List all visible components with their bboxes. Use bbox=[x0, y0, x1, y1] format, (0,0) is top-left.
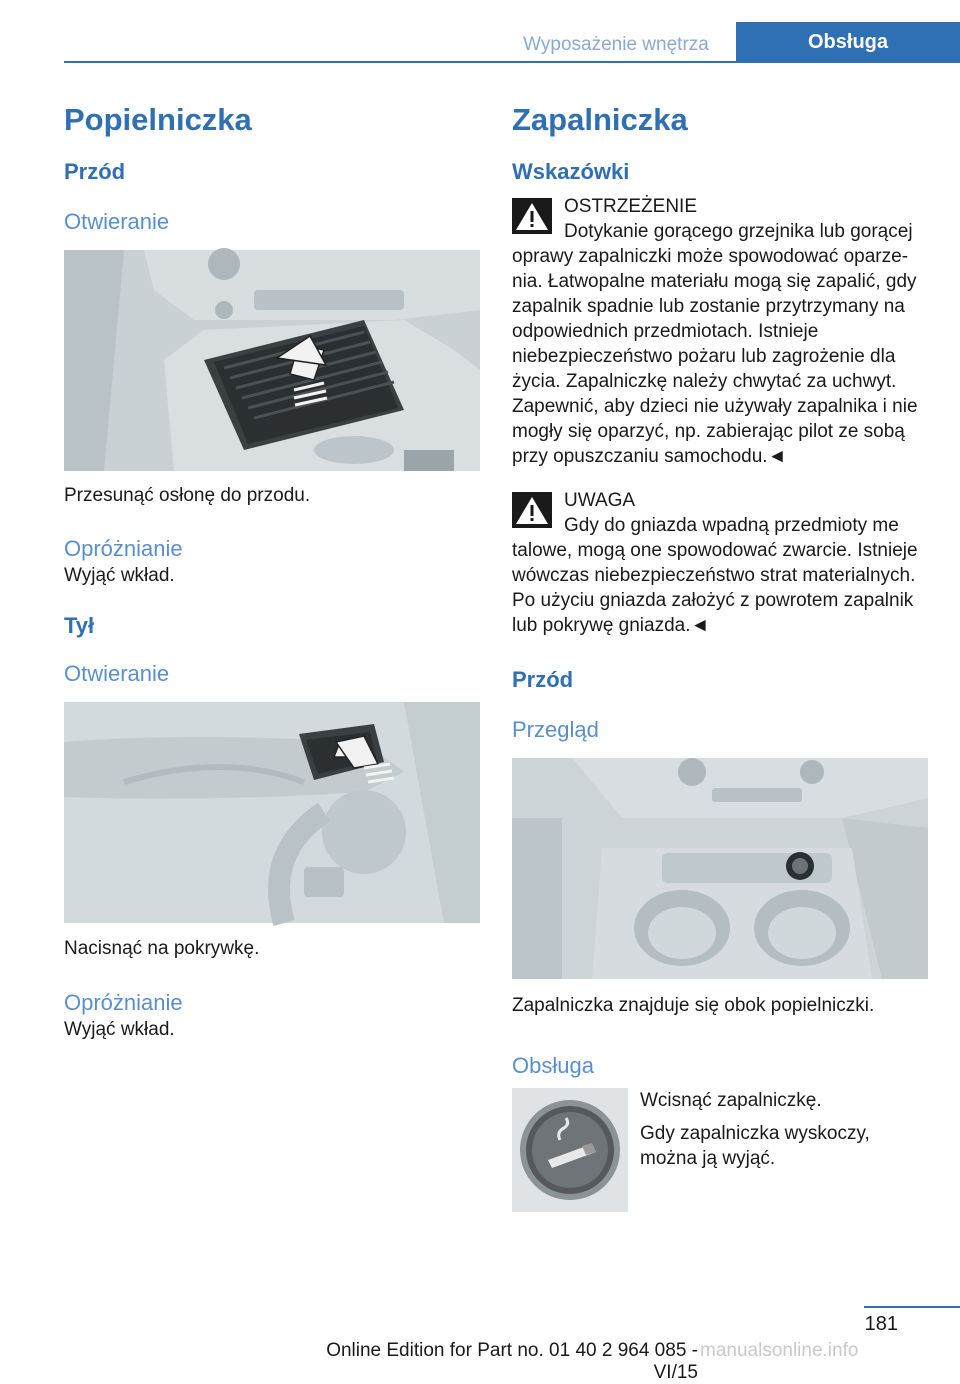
ashtray-front-heading: Przód bbox=[64, 159, 126, 184]
edition-info: Online Edition for Part no. 01 40 2 964 085 - VI/15 bbox=[326, 1340, 698, 1383]
front-empty-text: Wyjąć wkład. bbox=[64, 565, 175, 586]
footer-rule bbox=[864, 1306, 960, 1308]
lighter-button-photo bbox=[512, 1088, 628, 1212]
ashtray-rear-heading: Tył bbox=[64, 613, 95, 638]
front-empty-heading: Opróżnianie bbox=[64, 536, 183, 561]
warning-2-title: UWAGA bbox=[564, 490, 636, 511]
ashtray-title: Popielniczka bbox=[64, 102, 252, 137]
header-section-title: Wyposażenie wnętrza bbox=[523, 34, 709, 55]
operation-step-2: Gdy zapalniczka wyskoczy, można ją wyjąć. bbox=[640, 1123, 870, 1169]
operation-instructions bbox=[640, 1088, 928, 1171]
operation-row bbox=[512, 1088, 928, 1212]
warning-triangle-icon bbox=[512, 492, 552, 528]
warning-1-title: OSTRZEŻENIE bbox=[564, 196, 698, 217]
watermark: manualsonline.info bbox=[700, 1340, 859, 1361]
lighter-overview-heading: Przegląd bbox=[512, 717, 599, 742]
header-rule bbox=[64, 61, 960, 63]
rear-empty-text: Wyjąć wkład. bbox=[64, 1019, 175, 1040]
rear-ashtray-photo bbox=[64, 702, 480, 923]
page-number: 181 bbox=[864, 1313, 898, 1335]
lighter-operation-heading: Obsługa bbox=[512, 1053, 594, 1078]
front-ashtray-photo bbox=[64, 250, 480, 471]
warning-2-text: talowe, mogą one spowodować zwarcie. Istnieje wówczas niebezpieczeństwo strat materialnych. Po użyciu gniazda założyć z powrotem zapalnik lub pokrywę gniazda.◄ bbox=[512, 540, 918, 636]
warning-block-1 bbox=[512, 194, 928, 469]
front-open-caption: Przesunąć osłonę do przodu. bbox=[64, 485, 311, 506]
operation-step-1: Wcisnąć zapalniczkę. bbox=[640, 1090, 822, 1111]
lighter-title: Zapalniczka bbox=[512, 102, 688, 137]
ashtray-rear-open-heading: Otwieranie bbox=[64, 661, 170, 686]
header-tab-operation: Obsługa bbox=[736, 22, 960, 63]
right-column bbox=[512, 100, 928, 1212]
ashtray-front-open-heading: Otwieranie bbox=[64, 209, 170, 234]
lighter-notes-heading: Wskazówki bbox=[512, 159, 630, 184]
rear-empty-heading: Opróżnianie bbox=[64, 990, 183, 1015]
warning-1-text: oprawy zapalniczki może spowodować oparzenia. Łatwopalne materiału mogą się zapalić, gdy zapalnik spadnie lub zostanie przytrzymany na odpowiednich przedmiotach. Istnieje niebezpieczeństwo pożaru lub zagrożenie dla życia. Zapalniczkę należy chwytać za uchwyt. Zapewnić, aby dzieci nie używały zapalnika i nie mogły się oparzyć, np. zabierając pilot ze sobą przy opuszczaniu samochodu.◄ bbox=[512, 246, 918, 467]
warning-2-first-line: Gdy do gniazda wpadną przedmioty me bbox=[564, 515, 899, 536]
lighter-overview-photo bbox=[512, 758, 928, 979]
overview-caption: Zapalniczka znajduje się obok popielniczki. bbox=[512, 995, 875, 1016]
warning-triangle-icon bbox=[512, 198, 552, 234]
rear-open-caption: Nacisnąć na pokrywkę. bbox=[64, 938, 260, 959]
left-column bbox=[64, 100, 480, 1042]
warning-block-2 bbox=[512, 488, 928, 638]
warning-1-first-line: Dotykanie gorącego grzejnika lub gorącej bbox=[564, 221, 913, 242]
lighter-front-heading: Przód bbox=[512, 667, 574, 692]
